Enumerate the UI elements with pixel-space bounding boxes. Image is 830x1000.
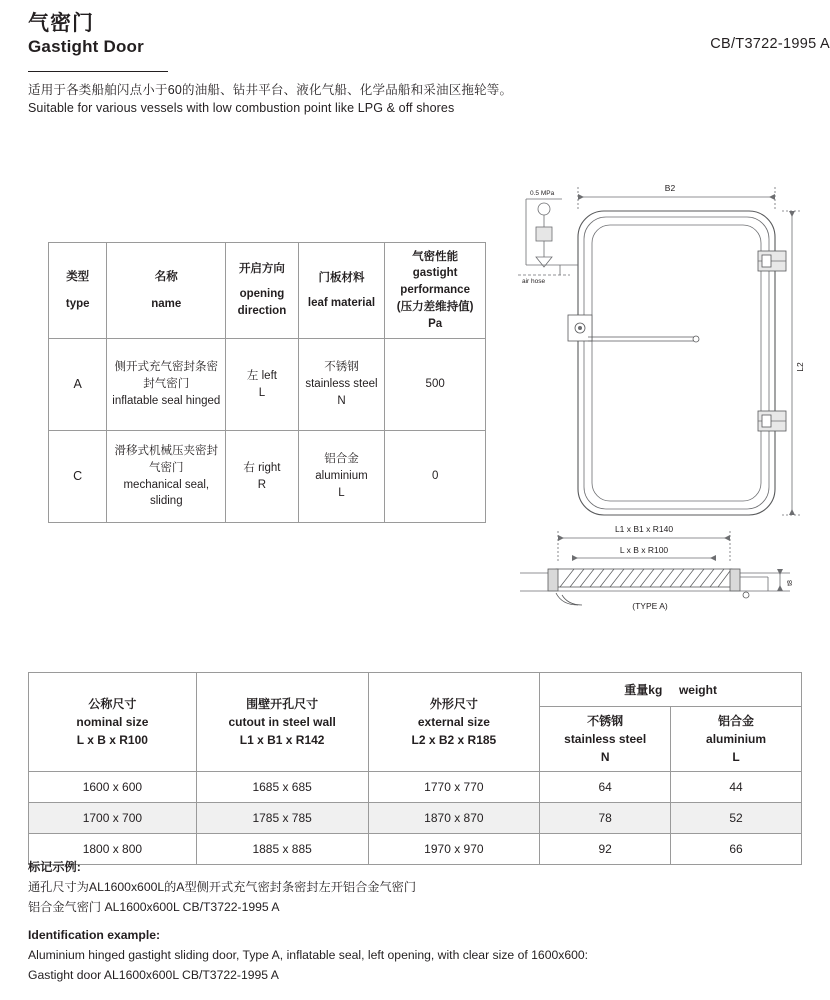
cell-performance: 500 bbox=[385, 339, 486, 431]
cell-type: C bbox=[49, 431, 107, 523]
header-stainless bbox=[540, 707, 671, 772]
dim-label-l1b1: L1 x B1 x R140 bbox=[614, 524, 674, 534]
header-aluminium-en: aluminium bbox=[706, 732, 767, 746]
header-performance-note: (压力差维持值) bbox=[396, 300, 474, 313]
dim-label-b2: B2 bbox=[664, 183, 676, 193]
cell-cutout: 1685 x 685 bbox=[196, 772, 368, 803]
header-aluminium-cn: 铝合金 bbox=[718, 714, 755, 728]
cell-leaf-code: L bbox=[338, 486, 345, 499]
cell-weight-stainless: 78 bbox=[540, 803, 671, 834]
cell-external: 1770 x 770 bbox=[368, 772, 540, 803]
header-type-cn: 类型 bbox=[66, 270, 90, 283]
pressure-label: 0.5 MPa bbox=[530, 190, 555, 197]
header-cutout-dim: L1 x B1 x R142 bbox=[239, 733, 325, 747]
header-weight-en: weight bbox=[678, 682, 717, 697]
header-performance-unit: Pa bbox=[428, 317, 443, 330]
cell-name-cn: 滑移式机械压夹密封气密门 bbox=[114, 445, 219, 474]
cell-leaf-code: N bbox=[337, 394, 346, 407]
table-row bbox=[29, 803, 802, 834]
cell-performance: 0 bbox=[385, 431, 486, 523]
page-title-cn: 气密门 bbox=[28, 12, 94, 35]
cell-nominal: 1800 x 800 bbox=[29, 834, 197, 865]
header-stainless-cn: 不锈钢 bbox=[587, 714, 624, 728]
header-leaf bbox=[298, 243, 385, 339]
header-nominal-size bbox=[29, 673, 197, 772]
header-external-size bbox=[368, 673, 540, 772]
cell-leaf-en: stainless steel bbox=[305, 378, 378, 391]
header-type-en: type bbox=[65, 297, 90, 310]
header-stainless-code: N bbox=[600, 750, 610, 764]
cell-name-en: inflatable seal hinged bbox=[112, 394, 221, 407]
header-leaf-en: leaf material bbox=[307, 296, 376, 309]
subtitle-cn: 适用于各类船舶闪点小于60的油船、钻井平台、液化气船、化学品船和采油区拖轮等。 bbox=[28, 83, 513, 97]
header-performance bbox=[385, 243, 486, 339]
air-hose-label: air hose bbox=[522, 278, 546, 285]
header-weight-cn: 重量kg bbox=[624, 682, 663, 697]
cell-name bbox=[107, 339, 226, 431]
header-aluminium bbox=[671, 707, 802, 772]
cell-direction bbox=[226, 339, 298, 431]
header-name bbox=[107, 243, 226, 339]
header-performance-cn: 气密性能 bbox=[412, 250, 459, 263]
cell-weight-aluminium: 52 bbox=[671, 803, 802, 834]
header-nominal-cn: 公称尺寸 bbox=[88, 697, 137, 711]
header-cutout-cn: 围壁开孔尺寸 bbox=[246, 697, 319, 711]
door-drawing-svg bbox=[500, 165, 810, 635]
size-table-header-main bbox=[29, 673, 802, 707]
header-weight bbox=[540, 673, 802, 707]
header-external-cn: 外形尺寸 bbox=[429, 697, 478, 711]
cell-type: A bbox=[49, 339, 107, 431]
header-name-en: name bbox=[151, 297, 182, 310]
note-heading-cn: 标记示例: bbox=[28, 860, 81, 874]
table-row bbox=[49, 339, 486, 431]
cell-name-cn: 侧开式充气密封条密封气密门 bbox=[114, 361, 219, 391]
header-direction-en: opening direction bbox=[237, 288, 287, 317]
dim-label-lb: L x B x R100 bbox=[619, 545, 669, 555]
dim-label-thickness: t8 bbox=[787, 580, 794, 586]
note-cn-line2: 铝合金气密门 AL1600x600L CB/T3722-1995 A bbox=[28, 899, 280, 914]
type-table bbox=[48, 242, 486, 523]
header-cutout-en: cutout in steel wall bbox=[228, 715, 336, 729]
cell-leaf-cn: 不锈钢 bbox=[324, 361, 359, 374]
cell-direction-code: R bbox=[257, 478, 267, 491]
document-header bbox=[28, 12, 808, 58]
header-direction-cn: 开启方向 bbox=[238, 263, 285, 276]
page-title-en: Gastight Door bbox=[28, 37, 144, 57]
dim-label-l2: L2 bbox=[795, 362, 805, 372]
cell-nominal: 1600 x 600 bbox=[29, 772, 197, 803]
table-row bbox=[49, 431, 486, 523]
cell-nominal: 1700 x 700 bbox=[29, 803, 197, 834]
header-external-en: external size bbox=[417, 715, 490, 729]
header-external-dim: L2 x B2 x R185 bbox=[411, 733, 497, 747]
standard-code: CB/T3722-1995 A bbox=[710, 36, 830, 52]
header-direction bbox=[226, 243, 298, 339]
cell-direction-code: L bbox=[258, 386, 266, 399]
title-underline bbox=[28, 71, 168, 72]
header-stainless-en: stainless steel bbox=[564, 732, 647, 746]
cell-weight-stainless: 64 bbox=[540, 772, 671, 803]
cell-weight-stainless: 92 bbox=[540, 834, 671, 865]
cell-weight-aluminium: 44 bbox=[671, 772, 802, 803]
table-header-row bbox=[49, 243, 486, 339]
header-nominal-en: nominal size bbox=[76, 715, 149, 729]
technical-drawing bbox=[500, 165, 810, 635]
header-name-cn: 名称 bbox=[154, 270, 178, 283]
cell-external: 1970 x 970 bbox=[368, 834, 540, 865]
header-leaf-cn: 门板材料 bbox=[318, 271, 365, 284]
cell-direction bbox=[226, 431, 298, 523]
note-heading-en: Identification example: bbox=[28, 928, 161, 943]
header-nominal-dim: L x B x R100 bbox=[76, 733, 148, 747]
cell-external: 1870 x 870 bbox=[368, 803, 540, 834]
cell-direction-cn: 右 right bbox=[243, 461, 281, 474]
cell-leaf bbox=[298, 431, 385, 523]
cell-leaf bbox=[298, 339, 385, 431]
size-table bbox=[28, 672, 802, 865]
cell-cutout: 1785 x 785 bbox=[196, 803, 368, 834]
drawing-type-label: (TYPE A) bbox=[632, 601, 668, 611]
table-row bbox=[29, 772, 802, 803]
cell-direction-cn: 左 left bbox=[246, 369, 277, 382]
note-en-line2: Gastight door AL1600x600L CB/T3722-1995 A bbox=[28, 967, 279, 982]
cell-cutout: 1885 x 885 bbox=[196, 834, 368, 865]
cell-name bbox=[107, 431, 226, 523]
cell-name-en: mechanical seal, sliding bbox=[123, 478, 210, 508]
note-cn-line1: 通孔尺寸为AL1600x600L的A型侧开式充气密封条密封左开铝合金气密门 bbox=[28, 879, 417, 894]
header-type bbox=[49, 243, 107, 339]
subtitle-en: Suitable for various vessels with low combustion point like LPG & off shores bbox=[28, 101, 455, 115]
cell-weight-aluminium: 66 bbox=[671, 834, 802, 865]
cell-leaf-en: aluminium bbox=[315, 470, 368, 483]
header-cutout-size bbox=[196, 673, 368, 772]
header-aluminium-code: L bbox=[732, 750, 740, 764]
header-performance-en: gastight performance bbox=[400, 267, 470, 297]
cell-leaf-cn: 铝合金 bbox=[324, 453, 359, 466]
identification-example bbox=[28, 858, 808, 986]
note-en-line1: Aluminium hinged gastight sliding door, Type A, inflatable seal, left opening, with clear size of 1600x600: bbox=[28, 948, 589, 963]
